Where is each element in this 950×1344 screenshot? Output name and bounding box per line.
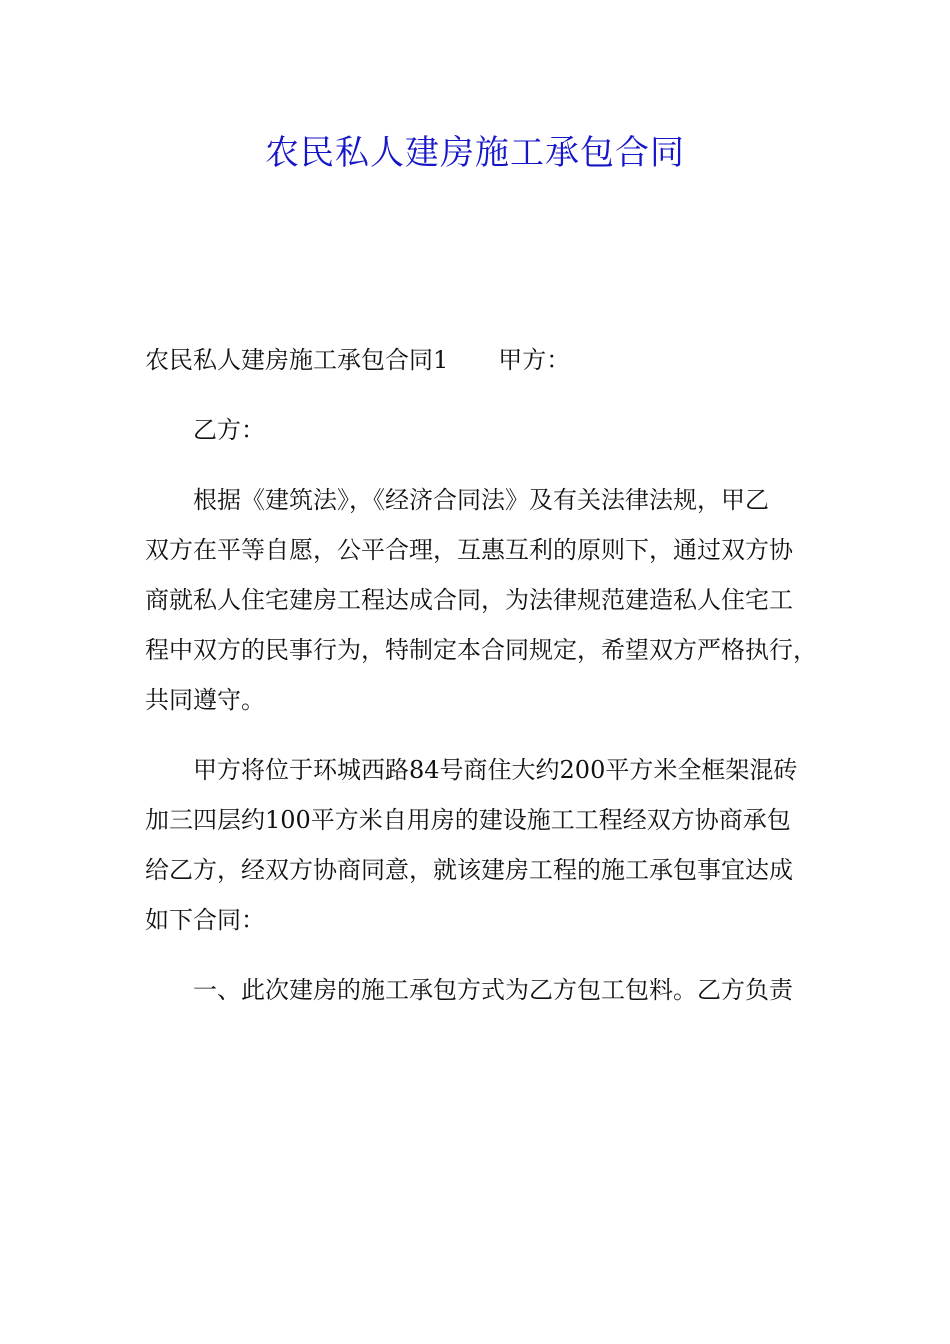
paragraph-clause-1: 一、此次建房的施工承包方式为乙方包工包料。乙方负责 <box>193 976 793 1004</box>
party-a-label: 甲方： <box>498 346 571 374</box>
party-b-label: 乙方： <box>193 416 265 444</box>
paragraph-project: 甲方将位于环城西路84号商住大约200平方米全框架混砖 加三四层约100平方米自用房的建设施工工程经双方协商承包 给乙方，经双方协商同意，就该建房工程的施工承包事宜达成 如下合同： <box>145 756 798 934</box>
document-body <box>145 335 835 1035</box>
paragraph-preamble: 根据《建筑法》，《经济合同法》及有关法律法规，甲乙 双方在平等自愿，公平合理，互惠互利的原则下，通过双方协 商就私人住宅建房工程达成合同，为法律规范建造私人住宅工 程中双方的民事行为，特制定本合同规定，希望双方严格执行， 共同遵守。 <box>145 486 817 714</box>
contract-subtitle: 农民私人建房施工承包合同1 <box>145 346 449 374</box>
heading-line <box>145 335 835 405</box>
document-title: 农民私人建房施工承包合同 <box>265 133 685 173</box>
